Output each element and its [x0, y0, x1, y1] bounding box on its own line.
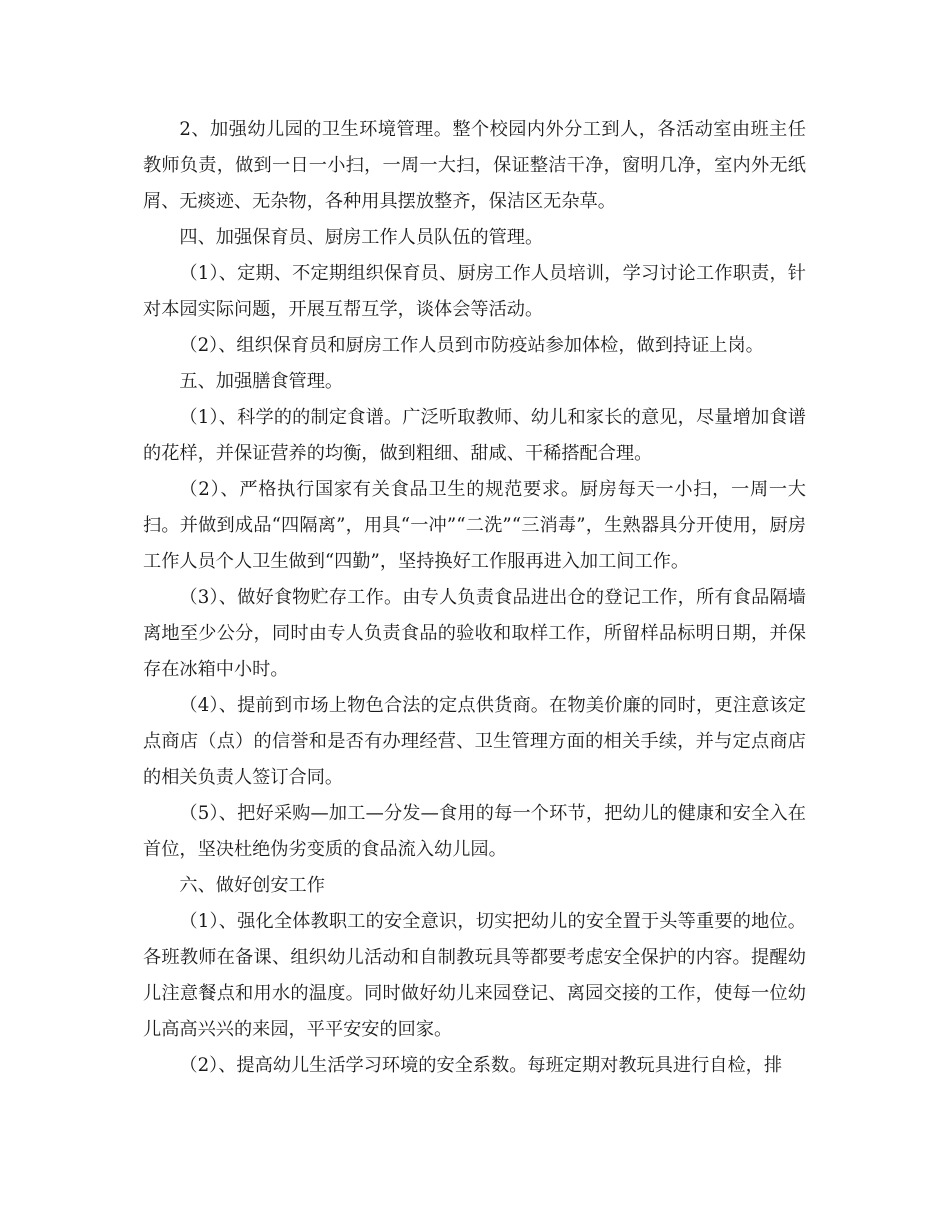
section-heading-meal-management: 五、加强膳食管理。 [179, 371, 344, 392]
paragraph-staff-training: （1）、定期、不定期组织保育员、厨房工作人员培训，学习讨论工作职责，针对本园实际问题，开展互帮互学，谈体会等活动。 [143, 263, 806, 320]
paragraph-hygiene-environment: 2、加强幼儿园的卫生环境管理。整个校园内外分工到人，各活动室由班主任教师负责，做到一日一小扫，一周一大扫，保证整洁干净，窗明几净，室内外无纸屑、无痰迹、无杂物，各种用具摆放整齐，保洁区无杂草。 [143, 119, 806, 212]
section-heading-safety-work: 六、做好创安工作 [179, 875, 325, 896]
paragraph-procurement-chain: （5）、把好采购—加工—分发—食用的每一个环节，把幼儿的健康和安全入在首位，坚决杜绝伪劣变质的食品流入幼儿园。 [143, 803, 806, 860]
paragraph-supplier-selection: （4）、提前到市场上物色合法的定点供货商。在物美价廉的同时，更注意该定点商店（点）的信誉和是否有办理经营、卫生管理方面的相关手续，并与定点商店的相关负责人签订合同。 [143, 695, 806, 788]
document-body [143, 112, 806, 1084]
paragraph-food-storage: （3）、做好食物贮存工作。由专人负责食品进出仓的登记工作，所有食品隔墙离地至少公分，同时由专人负责食品的验收和取样工作，所留样品标明日期，并保存在冰箱中小时。 [143, 587, 806, 680]
section-heading-staff-management: 四、加强保育员、厨房工作人员队伍的管理。 [179, 227, 544, 248]
paragraph-safety-awareness: （1）、强化全体教职工的安全意识，切实把幼儿的安全置于头等重要的地位。各班教师在备课、组织幼儿活动和自制教玩具等都要考虑安全保护的内容。提醒幼儿注意餐点和用水的温度。同时做好幼儿来园登记、离园交接的工作，使每一位幼儿高高兴兴的来园，平平安安的回家。 [143, 911, 806, 1040]
paragraph-food-hygiene-rules: （2）、严格执行国家有关食品卫生的规范要求。厨房每天一小扫，一周一大扫。并做到成品“四隔离”，用具“一冲”“二洗”“三消毒”，生熟器具分开使用，厨房工作人员个人卫生做到“四勤”，坚持换好工作服再进入加工间工作。 [143, 479, 806, 572]
paragraph-staff-health-check: （2）、组织保育员和厨房工作人员到市防疫站参加体检，做到持证上岗。 [179, 335, 764, 356]
paragraph-environment-safety: （2）、提高幼儿生活学习环境的安全系数。每班定期对教玩具进行自检，排 [179, 1055, 783, 1076]
paragraph-menu-planning: （1）、科学的的制定食谱。广泛听取教师、幼儿和家长的意见，尽量增加食谱的花样，并保证营养的均衡，做到粗细、甜咸、干稀搭配合理。 [143, 407, 806, 464]
